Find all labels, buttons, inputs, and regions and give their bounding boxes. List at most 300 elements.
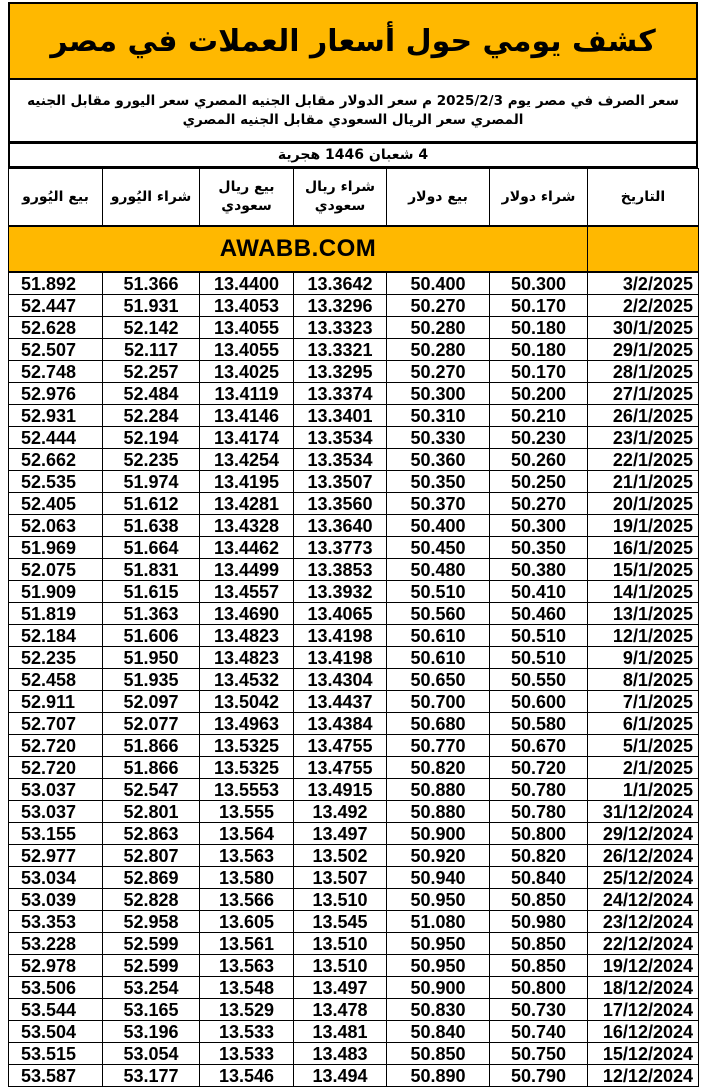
cell-eur-buy: 51.612 [103,493,200,515]
cell-usd-sell: 50.880 [387,779,490,801]
table-row [9,757,699,779]
table-row [9,515,699,537]
cell-eur-buy: 52.077 [103,713,200,735]
cell-sar-sell: 13.4146 [200,405,294,427]
table-row [9,647,699,669]
cell-date: 22/1/2025 [588,449,699,471]
cell-sar-buy: 13.502 [294,845,387,867]
cell-sar-buy: 13.4065 [294,603,387,625]
cell-sar-sell: 13.564 [200,823,294,845]
cell-date: 7/1/2025 [588,691,699,713]
table-row [9,295,699,317]
cell-usd-buy: 50.380 [490,559,588,581]
cell-sar-sell: 13.4462 [200,537,294,559]
cell-usd-sell: 50.400 [387,272,490,295]
cell-date: 2/1/2025 [588,757,699,779]
brand-row [9,226,699,272]
cell-eur-sell: 52.507 [9,339,103,361]
cell-eur-sell: 53.544 [9,999,103,1021]
cell-usd-sell: 50.820 [387,757,490,779]
cell-eur-sell: 53.353 [9,911,103,933]
table-row [9,493,699,515]
table-row [9,537,699,559]
cell-usd-sell: 50.840 [387,1021,490,1043]
header-row [9,169,699,227]
cell-usd-buy: 50.350 [490,537,588,559]
cell-sar-sell: 13.555 [200,801,294,823]
cell-date: 19/1/2025 [588,515,699,537]
cell-eur-buy: 52.807 [103,845,200,867]
cell-usd-sell: 50.610 [387,647,490,669]
table-row [9,361,699,383]
cell-usd-sell: 50.310 [387,405,490,427]
cell-sar-sell: 13.548 [200,977,294,999]
cell-usd-sell: 50.510 [387,581,490,603]
brand-banner: AWABB.COM [9,226,588,272]
cell-eur-buy: 52.484 [103,383,200,405]
cell-eur-buy: 53.254 [103,977,200,999]
cell-eur-buy: 52.097 [103,691,200,713]
table-row [9,889,699,911]
cell-sar-buy: 13.3323 [294,317,387,339]
cell-usd-buy: 50.180 [490,339,588,361]
cell-eur-sell: 52.748 [9,361,103,383]
cell-date: 31/12/2024 [588,801,699,823]
cell-date: 24/12/2024 [588,889,699,911]
cell-usd-buy: 50.580 [490,713,588,735]
cell-usd-sell: 50.650 [387,669,490,691]
cell-date: 1/1/2025 [588,779,699,801]
cell-sar-sell: 13.5325 [200,735,294,757]
cell-sar-sell: 13.563 [200,955,294,977]
cell-date: 15/1/2025 [588,559,699,581]
table-row [9,625,699,647]
cell-eur-sell: 53.504 [9,1021,103,1043]
cell-sar-sell: 13.4119 [200,383,294,405]
cell-sar-buy: 13.510 [294,889,387,911]
cell-sar-buy: 13.4755 [294,757,387,779]
table-row [9,581,699,603]
cell-usd-buy: 50.600 [490,691,588,713]
table-row [9,845,699,867]
cell-usd-sell: 50.560 [387,603,490,625]
cell-eur-sell: 53.037 [9,801,103,823]
cell-eur-buy: 51.935 [103,669,200,691]
cell-usd-buy: 50.800 [490,823,588,845]
cell-sar-buy: 13.481 [294,1021,387,1043]
cell-sar-sell: 13.4690 [200,603,294,625]
cell-sar-buy: 13.478 [294,999,387,1021]
cell-date: 12/1/2025 [588,625,699,647]
table-row [9,1021,699,1043]
cell-usd-sell: 50.920 [387,845,490,867]
cell-usd-sell: 50.280 [387,339,490,361]
table-row [9,911,699,933]
cell-eur-sell: 52.063 [9,515,103,537]
cell-usd-buy: 50.800 [490,977,588,999]
cell-eur-buy: 52.117 [103,339,200,361]
cell-usd-buy: 50.750 [490,1043,588,1065]
table-row [9,383,699,405]
table-row [9,735,699,757]
cell-usd-buy: 50.180 [490,317,588,339]
cell-eur-buy: 51.363 [103,603,200,625]
cell-date: 26/12/2024 [588,845,699,867]
cell-date: 14/1/2025 [588,581,699,603]
cell-sar-buy: 13.510 [294,933,387,955]
cell-usd-buy: 50.170 [490,361,588,383]
cell-eur-buy: 53.054 [103,1043,200,1065]
cell-eur-sell: 51.819 [9,603,103,625]
cell-sar-buy: 13.4437 [294,691,387,713]
table-row [9,713,699,735]
cell-eur-sell: 52.720 [9,757,103,779]
cell-sar-buy: 13.3295 [294,361,387,383]
cell-eur-buy: 52.257 [103,361,200,383]
table-row [9,471,699,493]
cell-sar-sell: 13.4055 [200,317,294,339]
cell-usd-buy: 50.260 [490,449,588,471]
header-sar-buy: شراء ريال سعودي [294,169,387,227]
cell-usd-sell: 50.480 [387,559,490,581]
cell-usd-buy: 50.200 [490,383,588,405]
cell-usd-sell: 50.850 [387,1043,490,1065]
table-row [9,669,699,691]
cell-sar-buy: 13.483 [294,1043,387,1065]
cell-sar-sell: 13.605 [200,911,294,933]
cell-usd-buy: 50.300 [490,515,588,537]
table-row [9,559,699,581]
cell-date: 27/1/2025 [588,383,699,405]
cell-eur-buy: 52.801 [103,801,200,823]
cell-eur-sell: 52.184 [9,625,103,647]
cell-usd-sell: 50.950 [387,933,490,955]
cell-sar-buy: 13.3560 [294,493,387,515]
cell-eur-buy: 51.866 [103,735,200,757]
cell-usd-sell: 50.280 [387,317,490,339]
rates-table [8,168,699,1087]
cell-sar-buy: 13.3296 [294,295,387,317]
cell-eur-sell: 53.039 [9,889,103,911]
cell-eur-sell: 52.707 [9,713,103,735]
cell-usd-buy: 50.300 [490,272,588,295]
cell-usd-buy: 50.670 [490,735,588,757]
cell-date: 20/1/2025 [588,493,699,515]
cell-date: 8/1/2025 [588,669,699,691]
cell-date: 25/12/2024 [588,867,699,889]
cell-sar-sell: 13.4400 [200,272,294,295]
cell-usd-buy: 50.820 [490,845,588,867]
page-subtitle: سعر الصرف في مصر يوم 2025/2/3 م سعر الدولار مقابل الجنيه المصري سعر اليورو مقابل الجنيه المصري سعر الريال السعودي مقابل الجنيه المصري [8,80,698,143]
table-row [9,801,699,823]
cell-usd-sell: 50.360 [387,449,490,471]
cell-sar-sell: 13.4328 [200,515,294,537]
cell-usd-sell: 50.890 [387,1065,490,1087]
cell-date: 6/1/2025 [588,713,699,735]
cell-sar-sell: 13.566 [200,889,294,911]
cell-eur-sell: 53.506 [9,977,103,999]
cell-date: 23/12/2024 [588,911,699,933]
cell-date: 28/1/2025 [588,361,699,383]
rates-body [9,272,699,1087]
header-eur-buy: شراء اليُورو [103,169,200,227]
cell-eur-buy: 52.599 [103,933,200,955]
cell-sar-buy: 13.3932 [294,581,387,603]
cell-date: 30/1/2025 [588,317,699,339]
cell-usd-buy: 50.730 [490,999,588,1021]
cell-eur-sell: 52.662 [9,449,103,471]
cell-eur-sell: 52.075 [9,559,103,581]
cell-sar-buy: 13.3321 [294,339,387,361]
cell-sar-sell: 13.533 [200,1043,294,1065]
cell-eur-buy: 51.974 [103,471,200,493]
cell-usd-sell: 50.940 [387,867,490,889]
cell-sar-buy: 13.4755 [294,735,387,757]
header-usd-buy: شراء دولار [490,169,588,227]
cell-usd-sell: 50.700 [387,691,490,713]
cell-eur-buy: 51.615 [103,581,200,603]
cell-sar-buy: 13.545 [294,911,387,933]
cell-eur-buy: 53.165 [103,999,200,1021]
cell-sar-buy: 13.3534 [294,427,387,449]
cell-sar-sell: 13.4053 [200,295,294,317]
cell-sar-sell: 13.4532 [200,669,294,691]
cell-eur-buy: 52.599 [103,955,200,977]
cell-sar-buy: 13.3507 [294,471,387,493]
cell-sar-buy: 13.3534 [294,449,387,471]
cell-sar-buy: 13.510 [294,955,387,977]
cell-sar-buy: 13.3773 [294,537,387,559]
cell-eur-buy: 52.142 [103,317,200,339]
cell-eur-sell: 53.037 [9,779,103,801]
cell-usd-buy: 50.850 [490,889,588,911]
cell-eur-sell: 51.969 [9,537,103,559]
table-row [9,427,699,449]
header-eur-sell: بيع اليُورو [9,169,103,227]
cell-eur-sell: 52.911 [9,691,103,713]
table-row [9,1043,699,1065]
cell-sar-sell: 13.4823 [200,625,294,647]
cell-eur-sell: 52.235 [9,647,103,669]
cell-sar-buy: 13.497 [294,977,387,999]
cell-date: 16/1/2025 [588,537,699,559]
cell-sar-sell: 13.5325 [200,757,294,779]
cell-eur-sell: 52.977 [9,845,103,867]
cell-eur-buy: 51.366 [103,272,200,295]
cell-usd-buy: 50.720 [490,757,588,779]
table-row [9,691,699,713]
cell-eur-buy: 53.177 [103,1065,200,1087]
cell-eur-buy: 51.606 [103,625,200,647]
cell-date: 19/12/2024 [588,955,699,977]
cell-sar-sell: 13.5042 [200,691,294,713]
table-row [9,933,699,955]
cell-usd-buy: 50.250 [490,471,588,493]
cell-date: 17/12/2024 [588,999,699,1021]
cell-date: 22/12/2024 [588,933,699,955]
cell-eur-buy: 51.638 [103,515,200,537]
cell-sar-sell: 13.4174 [200,427,294,449]
cell-sar-buy: 13.3640 [294,515,387,537]
table-row [9,603,699,625]
cell-usd-buy: 50.850 [490,955,588,977]
cell-sar-sell: 13.4963 [200,713,294,735]
cell-date: 13/1/2025 [588,603,699,625]
cell-usd-sell: 51.080 [387,911,490,933]
cell-sar-sell: 13.5553 [200,779,294,801]
cell-sar-sell: 13.533 [200,1021,294,1043]
cell-usd-sell: 50.350 [387,471,490,493]
cell-usd-sell: 50.900 [387,823,490,845]
cell-sar-sell: 13.4823 [200,647,294,669]
cell-usd-sell: 50.880 [387,801,490,823]
cell-eur-sell: 53.228 [9,933,103,955]
cell-eur-sell: 52.931 [9,405,103,427]
table-row [9,955,699,977]
cell-eur-buy: 52.547 [103,779,200,801]
cell-usd-sell: 50.330 [387,427,490,449]
cell-sar-buy: 13.4915 [294,779,387,801]
cell-eur-buy: 52.194 [103,427,200,449]
cell-usd-buy: 50.980 [490,911,588,933]
table-row [9,999,699,1021]
cell-sar-buy: 13.507 [294,867,387,889]
cell-eur-buy: 52.235 [103,449,200,471]
cell-eur-buy: 51.950 [103,647,200,669]
cell-date: 12/12/2024 [588,1065,699,1087]
cell-usd-sell: 50.450 [387,537,490,559]
cell-sar-sell: 13.4254 [200,449,294,471]
cell-eur-buy: 51.831 [103,559,200,581]
cell-date: 3/2/2025 [588,272,699,295]
cell-sar-sell: 13.4557 [200,581,294,603]
table-row [9,779,699,801]
cell-usd-sell: 50.950 [387,889,490,911]
cell-usd-buy: 50.270 [490,493,588,515]
cell-usd-buy: 50.510 [490,625,588,647]
cell-usd-sell: 50.400 [387,515,490,537]
cell-sar-sell: 13.4281 [200,493,294,515]
table-row [9,977,699,999]
header-date: التاريخ [588,169,699,227]
cell-date: 2/2/2025 [588,295,699,317]
cell-sar-sell: 13.4025 [200,361,294,383]
cell-eur-buy: 53.196 [103,1021,200,1043]
table-row [9,1065,699,1087]
cell-sar-buy: 13.492 [294,801,387,823]
table-row [9,405,699,427]
cell-eur-sell: 52.535 [9,471,103,493]
cell-eur-sell: 53.515 [9,1043,103,1065]
cell-usd-buy: 50.210 [490,405,588,427]
cell-usd-sell: 50.830 [387,999,490,1021]
cell-eur-sell: 53.587 [9,1065,103,1087]
cell-sar-sell: 13.561 [200,933,294,955]
cell-sar-buy: 13.3374 [294,383,387,405]
cell-sar-buy: 13.3853 [294,559,387,581]
cell-date: 29/1/2025 [588,339,699,361]
table-row [9,449,699,471]
cell-usd-sell: 50.370 [387,493,490,515]
table-row [9,867,699,889]
cell-usd-sell: 50.300 [387,383,490,405]
cell-usd-buy: 50.780 [490,779,588,801]
cell-eur-buy: 51.931 [103,295,200,317]
header-sar-sell: بيع ريال سعودي [200,169,294,227]
cell-usd-buy: 50.230 [490,427,588,449]
page-title: كشف يومي حول أسعار العملات في مصر [8,2,698,80]
cell-date: 9/1/2025 [588,647,699,669]
cell-sar-buy: 13.4198 [294,625,387,647]
cell-eur-buy: 51.866 [103,757,200,779]
cell-eur-buy: 52.863 [103,823,200,845]
cell-eur-sell: 52.405 [9,493,103,515]
cell-eur-sell: 53.155 [9,823,103,845]
cell-sar-sell: 13.580 [200,867,294,889]
cell-sar-buy: 13.494 [294,1065,387,1087]
cell-usd-buy: 50.550 [490,669,588,691]
cell-sar-sell: 13.546 [200,1065,294,1087]
cell-eur-buy: 52.869 [103,867,200,889]
cell-usd-sell: 50.770 [387,735,490,757]
cell-usd-sell: 50.680 [387,713,490,735]
cell-usd-sell: 50.900 [387,977,490,999]
cell-eur-buy: 52.284 [103,405,200,427]
table-row [9,339,699,361]
cell-eur-sell: 52.447 [9,295,103,317]
cell-eur-sell: 52.444 [9,427,103,449]
cell-sar-buy: 13.4384 [294,713,387,735]
cell-eur-sell: 51.892 [9,272,103,295]
cell-date: 16/12/2024 [588,1021,699,1043]
cell-sar-buy: 13.3642 [294,272,387,295]
cell-usd-buy: 50.510 [490,647,588,669]
brand-row-spacer [588,226,699,272]
table-row [9,272,699,295]
cell-usd-sell: 50.950 [387,955,490,977]
cell-eur-sell: 52.720 [9,735,103,757]
cell-sar-sell: 13.4195 [200,471,294,493]
cell-eur-sell: 52.628 [9,317,103,339]
cell-usd-buy: 50.170 [490,295,588,317]
cell-usd-sell: 50.270 [387,295,490,317]
cell-date: 15/12/2024 [588,1043,699,1065]
table-row [9,823,699,845]
cell-sar-sell: 13.4499 [200,559,294,581]
cell-sar-buy: 13.3401 [294,405,387,427]
cell-sar-sell: 13.563 [200,845,294,867]
cell-usd-buy: 50.790 [490,1065,588,1087]
cell-usd-buy: 50.740 [490,1021,588,1043]
cell-eur-sell: 52.458 [9,669,103,691]
cell-sar-buy: 13.4198 [294,647,387,669]
cell-eur-sell: 51.909 [9,581,103,603]
cell-eur-sell: 52.978 [9,955,103,977]
cell-date: 23/1/2025 [588,427,699,449]
cell-usd-buy: 50.460 [490,603,588,625]
cell-usd-sell: 50.270 [387,361,490,383]
cell-sar-buy: 13.4304 [294,669,387,691]
header-usd-sell: بيع دولار [387,169,490,227]
cell-date: 26/1/2025 [588,405,699,427]
cell-eur-buy: 51.664 [103,537,200,559]
cell-usd-buy: 50.780 [490,801,588,823]
hijri-date: 4 شعبان 1446 هجرية [8,143,698,168]
cell-date: 21/1/2025 [588,471,699,493]
table-row [9,317,699,339]
cell-usd-sell: 50.610 [387,625,490,647]
cell-date: 18/12/2024 [588,977,699,999]
